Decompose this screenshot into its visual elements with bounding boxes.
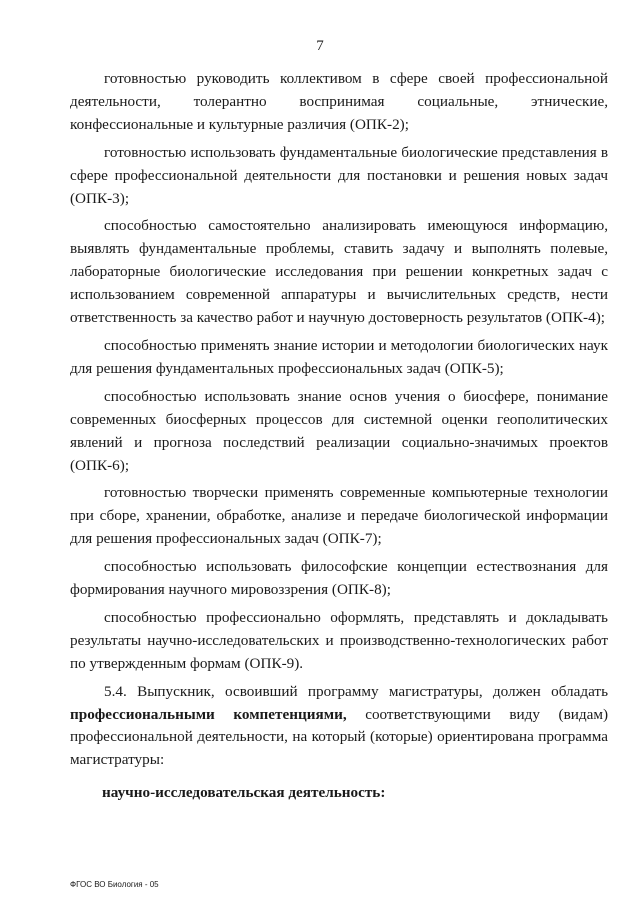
- page-number: 7: [316, 38, 324, 54]
- competence-opk-7: готовностью творчески применять современные компьютерные технологии при сборе, хранении, обработке, анализе и передаче биологической информации для решения профессиональных задач (ОПК-7);: [70, 484, 608, 548]
- footer-label: ФГОС ВО Биология - 05: [70, 880, 159, 889]
- competence-opk-9: способностью профессионально оформлять, представлять и докладывать результаты научно-исследовательских и производственно-технологических работ по утвержденным формам (ОПК-9).: [70, 608, 608, 672]
- competence-opk-8: способностью использовать философские концепции естествознания для формирования научного мировоззрения (ОПК-8);: [70, 558, 608, 599]
- section-bold-phrase: профессиональными компетенциями,: [70, 705, 347, 723]
- competence-opk-5: способностью применять знание истории и методологии биологических наук для решения фундаментальных профессиональных задач (ОПК-5);: [70, 336, 608, 377]
- section-5-4-paragraph: [70, 681, 608, 773]
- competence-opk-2: готовностью руководить коллективом в сфере своей профессиональной деятельности, толерантно воспринимая социальные, этнические, конфессиональные и культурные различия (ОПК-2);: [70, 70, 608, 133]
- competence-opk-4: способностью самостоятельно анализировать имеющуюся информацию, выявлять фундаментальные проблемы, ставить задачу и выполнять полевые, лабораторные биологические исследования при решении конкретных задач с использованием современной аппаратуры и вычислительных средств, нести ответственность за качество работ и научную достоверность результатов (ОПК-4);: [70, 217, 608, 327]
- document-body: [70, 68, 608, 805]
- section-intro: 5.4. Выпускник, освоивший программу магистратуры, должен обладать: [104, 682, 608, 700]
- competence-opk-6: способностью использовать знание основ учения о биосфере, понимание современных биосферных процессов для системной оценки геополитических явлений и прогноза последствий реализации социально-значимых проектов (ОПК-6);: [70, 387, 608, 474]
- activity-heading: научно-исследовательская деятельность:: [102, 784, 386, 802]
- competence-opk-3: готовностью использовать фундаментальные биологические представления в сфере профессиональной деятельности для постановки и решения новых задач (ОПК-3);: [70, 143, 608, 207]
- section-rest: соответствующими виду (видам) профессиональной деятельности, на который (которые) ориентирована программа магистратуры:: [70, 705, 609, 769]
